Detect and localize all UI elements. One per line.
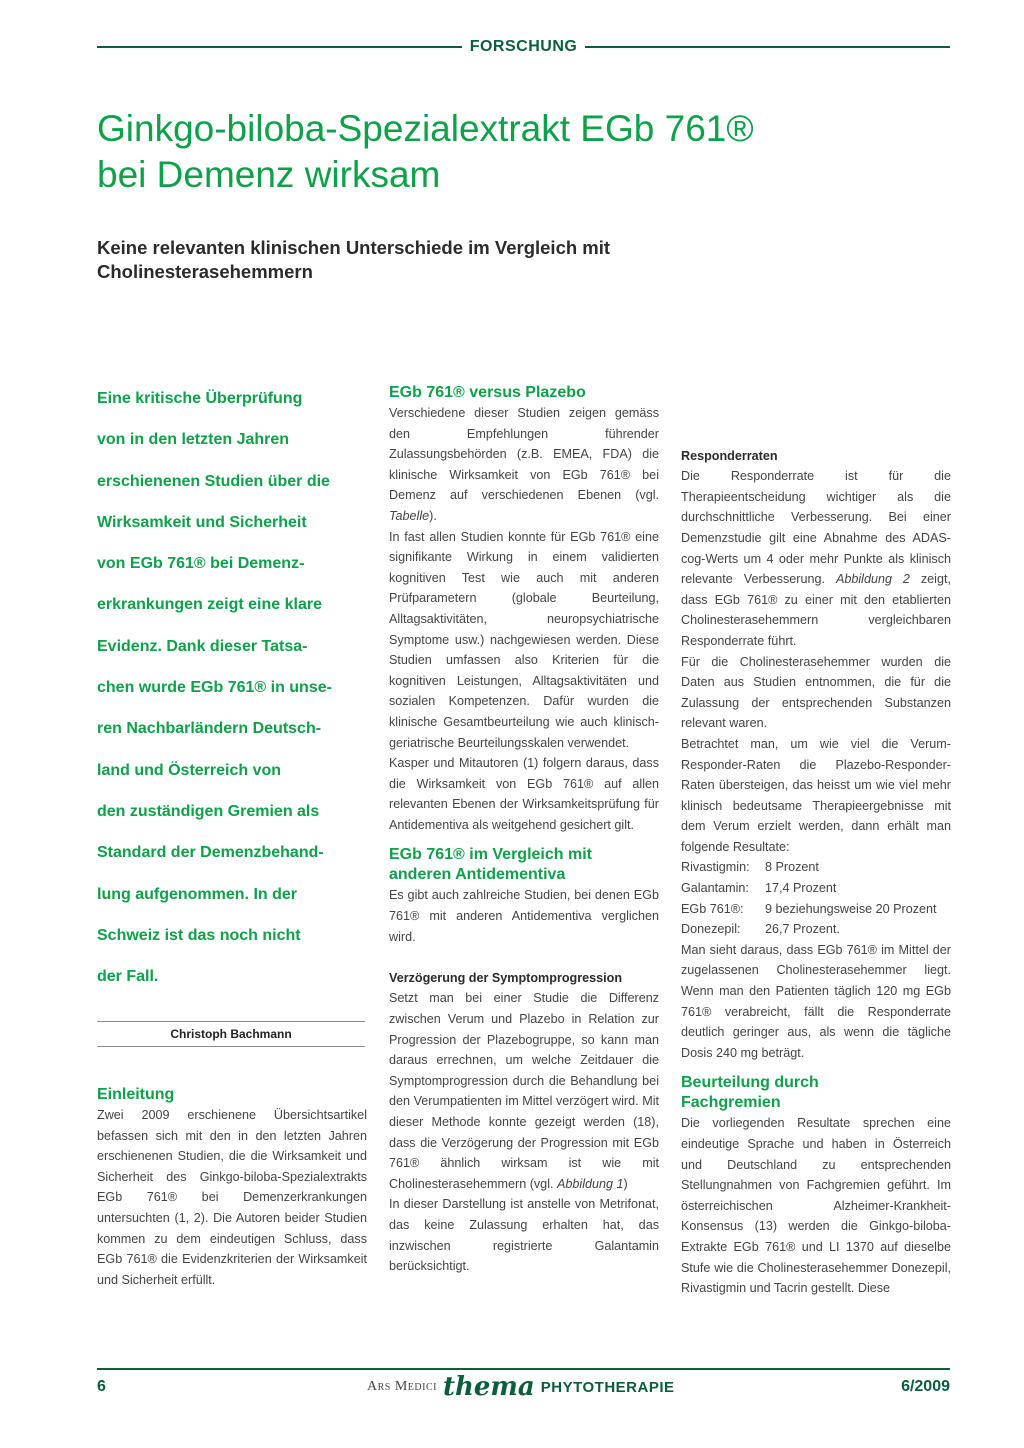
result-row — [681, 919, 951, 940]
result-row — [681, 878, 951, 899]
paragraph: Zwei 2009 erschienene Übersichtsartikel befassen sich mit den in den letzten Jahren erschienenen Studien, die die Wirksamkeit und Sicherheit des Ginkgo-biloba-Spezialextrakts EGb 761® bei Demenzerkrankungen untersuchten (1, 2). Die Autoren beider Studien kommen zu dem eindeutigen Schluss, dass EGb 761® die Evidenzkriterien der Wirksamkeit und Sicherheit erfüllt. — [97, 1108, 367, 1287]
column-3 — [681, 384, 951, 1299]
brand-thema: thema — [442, 1372, 535, 1402]
paragraph: Kasper und Mitautoren (1) folgern daraus, dass die Wirksamkeit von EGb 761® auf allen relevanten Ebenen der Wirksamkeitsprüfung für Antidementiva als weitgehend gesichert gilt. — [389, 756, 659, 832]
page-footer — [97, 1372, 950, 1406]
paragraph: Für die Cholinesterasehemmer wurden die Daten aus Studien entnommen, die für die Zulassung der entsprechenden Substanzen relevant waren. — [681, 654, 951, 731]
figure-reference: Abbildung 1 — [557, 1176, 624, 1191]
lead-line: erschienenen Studien über die — [97, 472, 330, 490]
heading-verzoegerung: Verzögerung der Symptomprogression — [389, 970, 623, 985]
heading-versus-plazebo: EGb 761® versus Plazebo — [389, 384, 586, 401]
substance: Donezepil: — [681, 922, 741, 937]
lead-line: Eine kritische Überprüfung — [97, 390, 303, 407]
heading-line: anderen Antidementiva — [389, 866, 566, 884]
rate: 8 Prozent — [765, 860, 819, 875]
lead-line: Standard der Demenzbehand- — [97, 844, 324, 862]
footer-rule — [97, 1368, 950, 1370]
figure-reference: Abbildung 2 — [835, 572, 910, 587]
paragraph — [389, 403, 659, 527]
lead-line: den zuständigen Gremien als — [97, 802, 320, 820]
heading-responderraten: Responderraten — [681, 448, 778, 463]
heading-line: Beurteilung durch — [681, 1074, 819, 1092]
substance: EGb 761®: — [681, 901, 744, 916]
title-line-2: bei Demenz wirksam — [97, 154, 441, 195]
section-header — [97, 36, 950, 58]
paragraph: In fast allen Studien konnte für EGb 761® eine signifikante Wirkung in einem validierten kognitiven Test wie auch mit anderen Prüfparametern (globale Beurteilung, Alltagsaktivitäten, neuropsychiatrische Symptome usw.) nachgewiesen werden. Diese Studien umfassen also Kriterien für die kognitiven Leistungen, Alltagsaktivitäten und sozialen Kompetenzen. Dafür wurden die klinische Gesamtbeurteilung wie auch klinisch-geriatrische Beurteilungsskalen verwendet. — [389, 529, 659, 750]
text: ) — [623, 1176, 628, 1191]
paragraph: Betrachtet man, um wie viel die Verum-Responder-Raten die Plazebo-Responder-Raten übersteigen, das heisst um wie viel mehr klinisch bedeutsame Therapieergebnisse mit dem Verum erzielt werden, dann erhält man folgende Resultate: — [681, 736, 951, 854]
publication-logo — [367, 1372, 675, 1402]
result-row — [681, 899, 951, 920]
issue-number: 6/2009 — [901, 1378, 950, 1395]
lead-line: erkrankungen zeigt eine klare — [97, 596, 322, 614]
subtitle-line-2: Cholinesterasehemmern — [97, 261, 313, 282]
lead-line: ren Nachbarländern Deutsch- — [97, 720, 322, 738]
text: Setzt man bei einer Studie die Differenz zwischen Verum und Plazebo in Relation zur Progression der Plazebogruppe, so kann man daraus errechnen, um welche Zeitdauer die Symptomprogression durch die Behandlung bei den Verumpatienten im Mittel verzögert wird. Mit dieser Methode konnte gezeigt werden (18), dass die Verzögerung der Progression mit EGb 761® ähnlich wirksam ist wie mit Cholinesterasehemmern (vgl. — [389, 991, 659, 1191]
text: Verschiedene dieser Studien zeigen gemäss den Empfehlungen führender Zulassungsbehörden (z.B. EMEA, FDA) die klinische Wirksamkeit von EGb 761® bei Demenz auf verschiedenen Ebenen (vgl. — [389, 406, 659, 503]
subtitle-line-1: Keine relevanten klinischen Unterschiede im Vergleich mit — [97, 237, 611, 258]
lead-line: der Fall. — [97, 968, 159, 986]
paragraph: Man sieht daraus, dass EGb 761® im Mittel der zugelassenen Cholinesterasehemmer liegt. Wenn man den Patienten täglich 120 mg EGb 761® verabreicht, fällt die Responderrate deutlich geringer aus, als wenn die tägliche Dosis 240 mg beträgt. — [681, 942, 951, 1060]
lead-paragraph — [97, 378, 367, 997]
table-reference: Tabelle — [389, 508, 430, 523]
substance: Rivastigmin: — [681, 860, 750, 875]
heading-fachgremien — [681, 1073, 951, 1113]
rate: 9 beziehungsweise 20 Prozent — [765, 901, 937, 916]
rate: 26,7 Prozent. — [765, 922, 840, 937]
substance: Galantamin: — [681, 881, 749, 896]
article-title — [97, 106, 937, 198]
lead-line: Wirksamkeit und Sicherheit — [97, 513, 307, 531]
section-label: FORSCHUNG — [469, 38, 578, 55]
title-line-1: Ginkgo-biloba-Spezialextrakt EGb 761® — [97, 108, 754, 149]
author-byline: Christoph Bachmann — [97, 1021, 365, 1047]
rate: 17,4 Prozent — [765, 881, 837, 896]
paragraph: Es gibt auch zahlreiche Studien, bei denen EGb 761® mit anderen Antidementiva verglichen wird. — [389, 888, 659, 944]
lead-line: von in den letzten Jahren — [97, 431, 290, 449]
lead-line: Evidenz. Dank dieser Tatsa- — [97, 637, 308, 655]
heading-line: Fachgremien — [681, 1094, 781, 1112]
paragraph: Die vorliegenden Resultate sprechen eine eindeutige Sprache und haben in Österreich und Deutschland zu entsprechenden Stellungnahmen von Fachgremien geführt. Im österreichischen Alzheimer-Krankheit-Konsensus (13) werden die Ginkgo-biloba-Extrakte EGb 761® und LI 1370 auf dieselbe Stufe wie die Cholinesterasehemmer Donezepil, Rivastigmin und Tacrin gestellt. Diese — [681, 1116, 951, 1296]
results-list — [681, 857, 951, 939]
paragraph: In dieser Darstellung ist anstelle von Metrifonat, das keine Zulassung erhalten hat, das inzwischen registrierte Galantamin berücksichtigt. — [389, 1197, 659, 1274]
brand-section: PHYTOTHERAPIE — [540, 1378, 675, 1396]
lead-line: lung aufgenommen. In der — [97, 885, 298, 903]
paragraph — [389, 988, 659, 1194]
heading-vergleich — [389, 845, 659, 885]
page-number: 6 — [97, 1378, 106, 1395]
text: zeigt, dass EGb 761® zu einer mit den etablierten Cholinesterasehemmern vergleichbaren Responderrate führt. — [681, 572, 951, 648]
column-2 — [389, 383, 659, 1277]
paragraph — [681, 466, 951, 651]
column-1-body — [97, 1085, 367, 1290]
result-row — [681, 857, 951, 878]
lead-line: chen wurde EGb 761® in unse- — [97, 679, 332, 697]
brand-ars-medici: Ars Medici — [367, 1379, 437, 1394]
heading-einleitung: Einleitung — [97, 1086, 175, 1103]
lead-line: land und Österreich von — [97, 761, 282, 779]
header-rule-right — [585, 46, 950, 48]
text: Die Responderrate ist für die Therapieentscheidung wichtiger als die durchschnittliche Verbesserung. Bei einer Demenzstudie gilt eine Abnahme des ADAS-cog-Werts um 4 oder mehr Punkte als klinisch relevante Verbesserung. — [681, 469, 951, 587]
lead-line: Schweiz ist das noch nicht — [97, 926, 301, 944]
header-rule-left — [97, 46, 462, 48]
heading-line: EGb 761® im Vergleich mit — [389, 846, 592, 864]
text: ). — [429, 508, 437, 523]
article-subtitle — [97, 236, 857, 284]
lead-line: von EGb 761® bei Demenz- — [97, 555, 305, 573]
